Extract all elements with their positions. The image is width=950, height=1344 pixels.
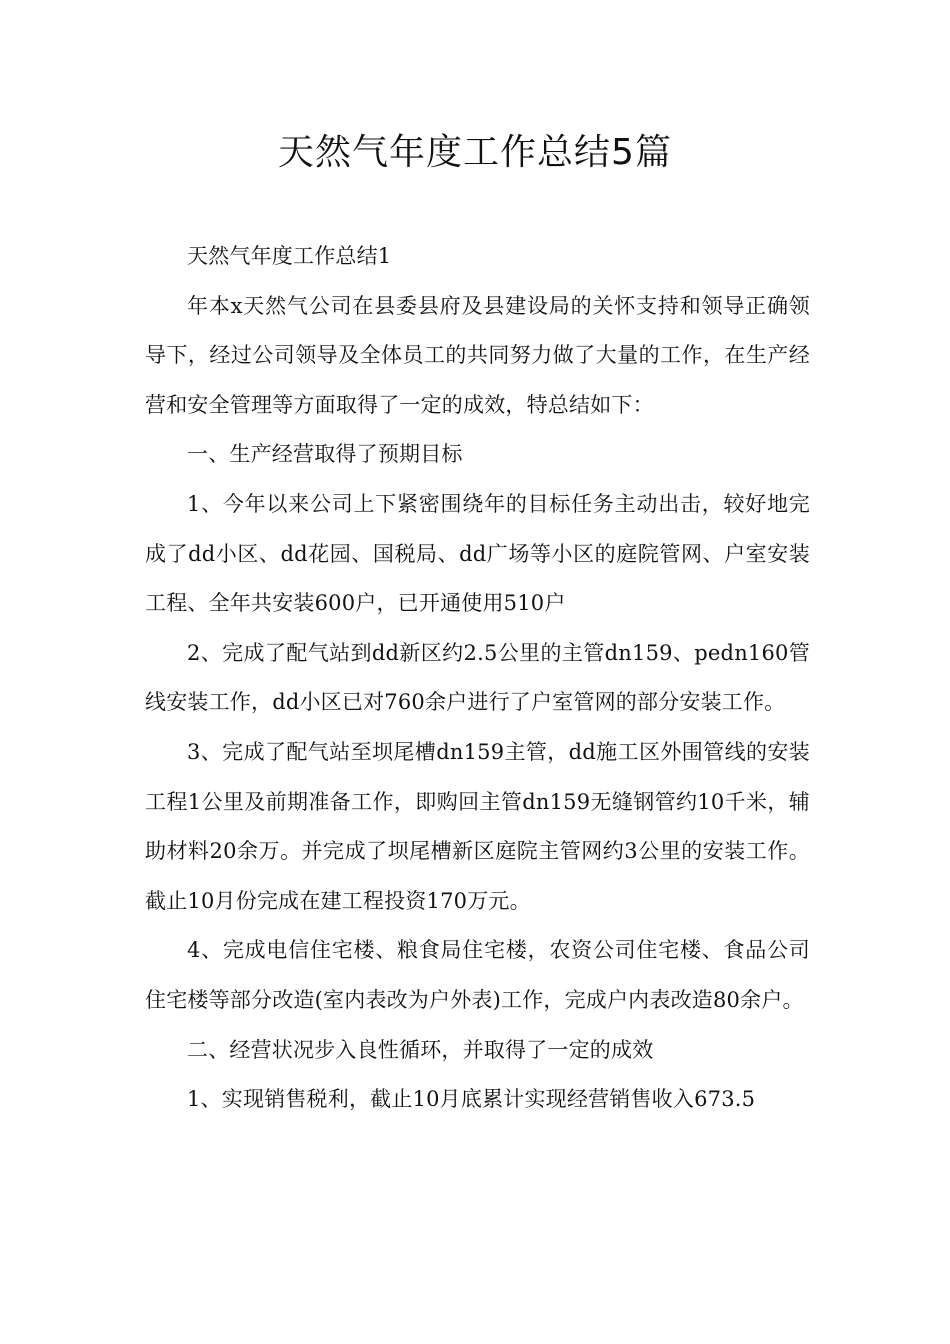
section-heading-1: 一、生产经营取得了预期目标: [187, 442, 463, 467]
paragraph-item-5: 1、实现销售税利，截止10月底累计实现经营销售收入673.5: [187, 1087, 756, 1112]
section-heading-2: 二、经营状况步入良性循环，并取得了一定的成效: [187, 1037, 654, 1062]
paragraph-item-2: 2、完成了配气站到dd新区约2.5公里的主管dn159、pedn160管线安装工作，dd小区已对760余户进行了户室管网的部分安装工作。: [145, 640, 810, 715]
paragraph-intro: 年本x天然气公司在县委县府及县建设局的关怀支持和领导正确领导下，经过公司领导及全体员工的共同努力做了大量的工作，在生产经营和安全管理等方面取得了一定的成效，特总结如下：: [145, 293, 810, 417]
document-title: 天然气年度工作总结5篇: [278, 132, 672, 173]
paragraph-item-1: 1、今年以来公司上下紧密围绕年的目标任务主动出击，较好地完成了dd小区、dd花园、国税局、dd广场等小区的庭院管网、户室安装工程、全年共安装600户，已开通使用510户: [145, 491, 810, 616]
paragraph-subtitle: 天然气年度工作总结1: [187, 244, 392, 268]
document-body: [145, 232, 810, 1125]
paragraph-item-3: 3、完成了配气站至坝尾槽dn159主管，dd施工区外围管线的安装工程1公里及前期准备工作，即购回主管dn159无缝钢管约10千米，辅助材料20余万。并完成了坝尾槽新区庭院主管网约3公里的安装工作。截止10月份完成在建工程投资170万元。: [145, 739, 810, 913]
paragraph-item-4: 4、完成电信住宅楼、粮食局住宅楼，农资公司住宅楼、食品公司住宅楼等部分改造(室内表改为户外表)工作，完成户内表改造80余户。: [145, 938, 810, 1012]
